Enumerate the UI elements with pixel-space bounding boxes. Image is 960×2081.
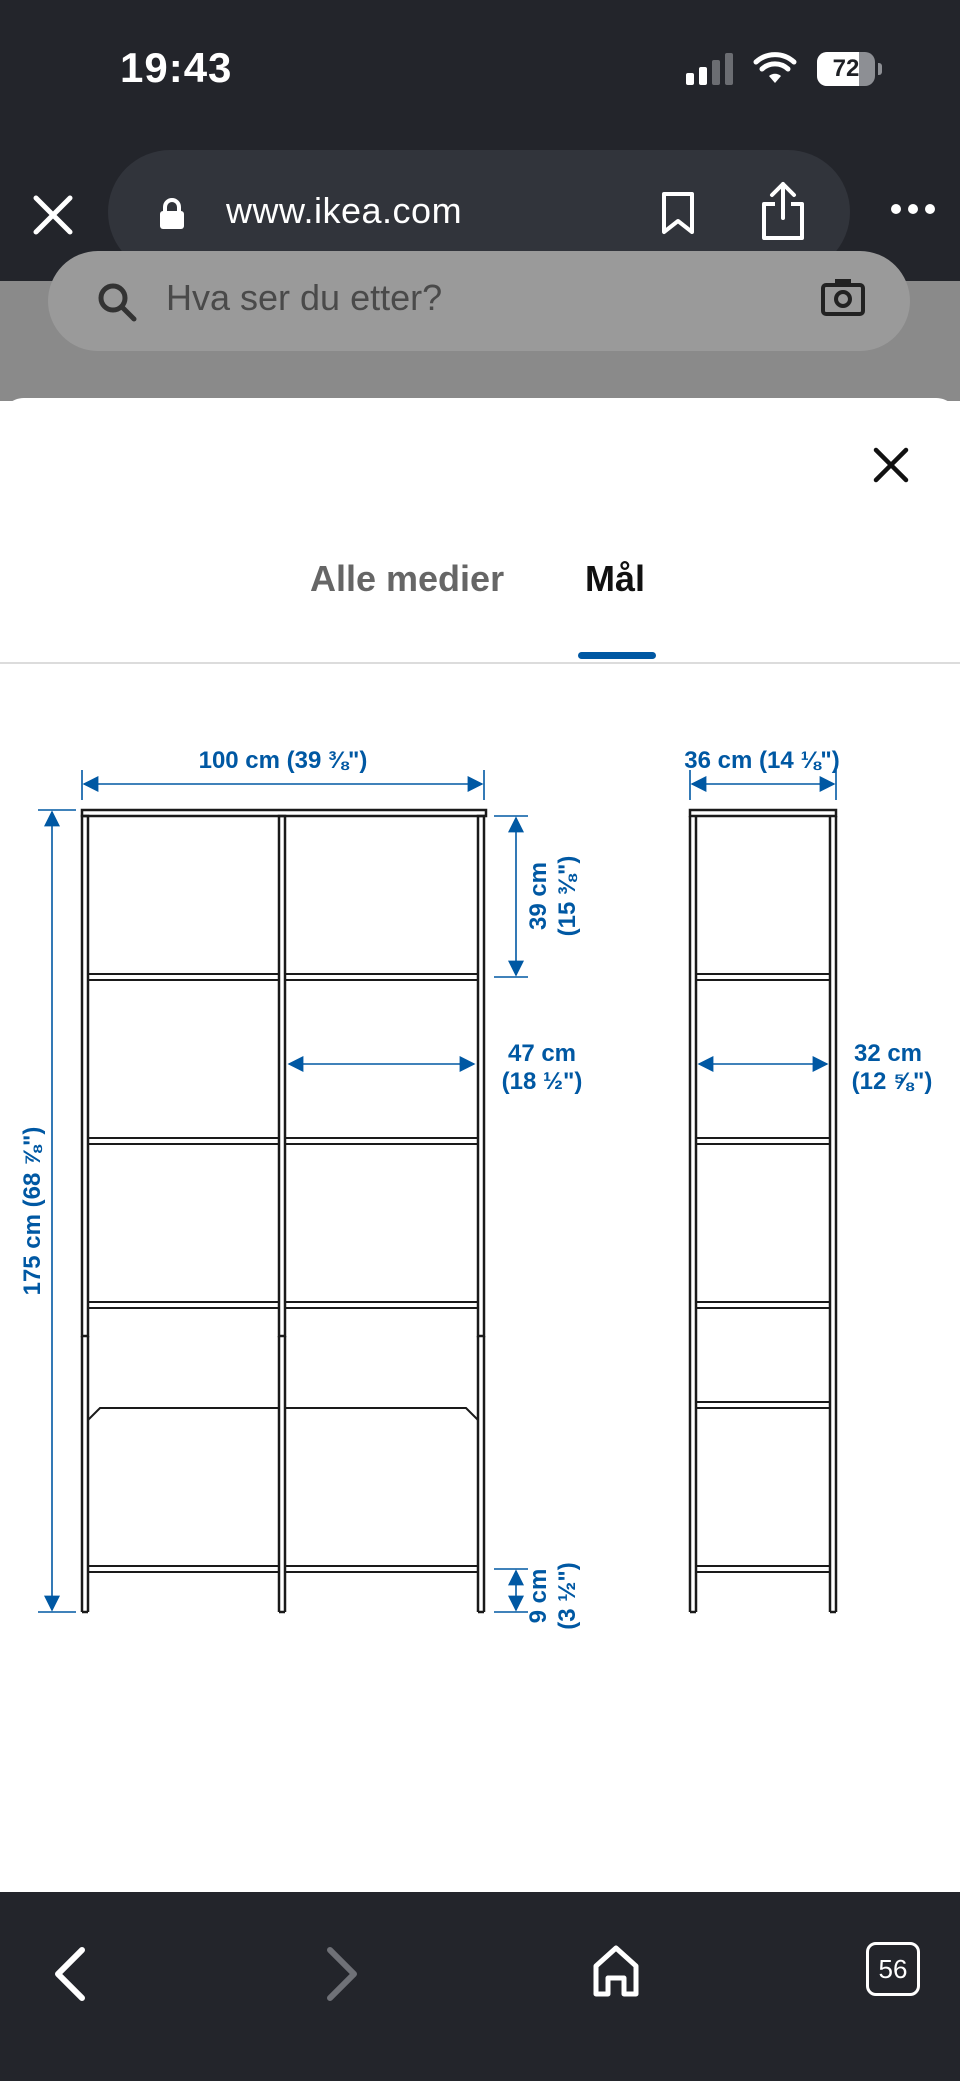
page-backdrop: [0, 277, 960, 401]
dimension-drawing: [0, 698, 960, 1748]
battery-level: 72: [832, 55, 860, 82]
bookmark-icon[interactable]: [658, 190, 698, 236]
shelf-spacing-cm-label: 39 cm: [525, 861, 552, 931]
close-icon[interactable]: [28, 190, 78, 240]
lock-icon: [158, 198, 186, 230]
status-bar: [0, 0, 960, 140]
back-arrow-icon[interactable]: [50, 1944, 90, 2004]
search-icon: [96, 281, 138, 323]
status-time: 19:43: [120, 44, 233, 91]
shelf-depth-in-label: (12 ⅝"): [851, 1068, 933, 1095]
shelf-width-in-label: (18 ½"): [501, 1068, 583, 1095]
battery-icon: [817, 52, 875, 86]
bottom-clearance-in-label: (3 ½"): [554, 1562, 581, 1630]
wifi-icon: [753, 52, 797, 86]
shelf-width-cm-label: 47 cm: [507, 1040, 577, 1067]
signal-icon: [686, 53, 733, 85]
media-tabs: [0, 558, 960, 622]
camera-icon: [820, 277, 866, 317]
background-search-bar: [48, 251, 910, 351]
media-modal: [0, 398, 960, 1892]
height-label: 175 cm (68 ⅞"): [19, 1126, 46, 1296]
dimension-lines: [38, 770, 836, 1612]
shelf-side-view: [690, 810, 836, 1612]
browser-bottom-bar: [0, 1892, 960, 2081]
tab-divider: [0, 662, 960, 664]
side-depth-label: 36 cm (14 ⅛"): [684, 747, 840, 774]
url-text: www.ikea.com: [226, 190, 463, 231]
bottom-clearance-cm-label: 9 cm: [525, 1568, 552, 1624]
battery-tip: [878, 63, 882, 75]
search-placeholder: Hva ser du etter?: [166, 277, 443, 318]
more-icon[interactable]: [890, 202, 936, 216]
shelf-front-view: [82, 810, 486, 1612]
home-icon[interactable]: [590, 1942, 642, 2000]
tab-dimensions[interactable]: Mål: [585, 558, 646, 599]
active-tab-indicator: [578, 652, 656, 659]
shelf-depth-cm-label: 32 cm: [853, 1040, 923, 1067]
status-icons: [686, 52, 882, 86]
share-icon[interactable]: [758, 180, 808, 242]
forward-arrow-icon[interactable]: [322, 1944, 362, 2004]
tabs-count-button[interactable]: 56: [866, 1942, 920, 1996]
tab-all-media[interactable]: Alle medier: [310, 558, 505, 599]
close-modal-icon[interactable]: [872, 446, 910, 484]
shelf-spacing-in-label: (15 ⅜"): [554, 855, 581, 937]
front-width-label: 100 cm (39 ⅜"): [198, 747, 368, 774]
